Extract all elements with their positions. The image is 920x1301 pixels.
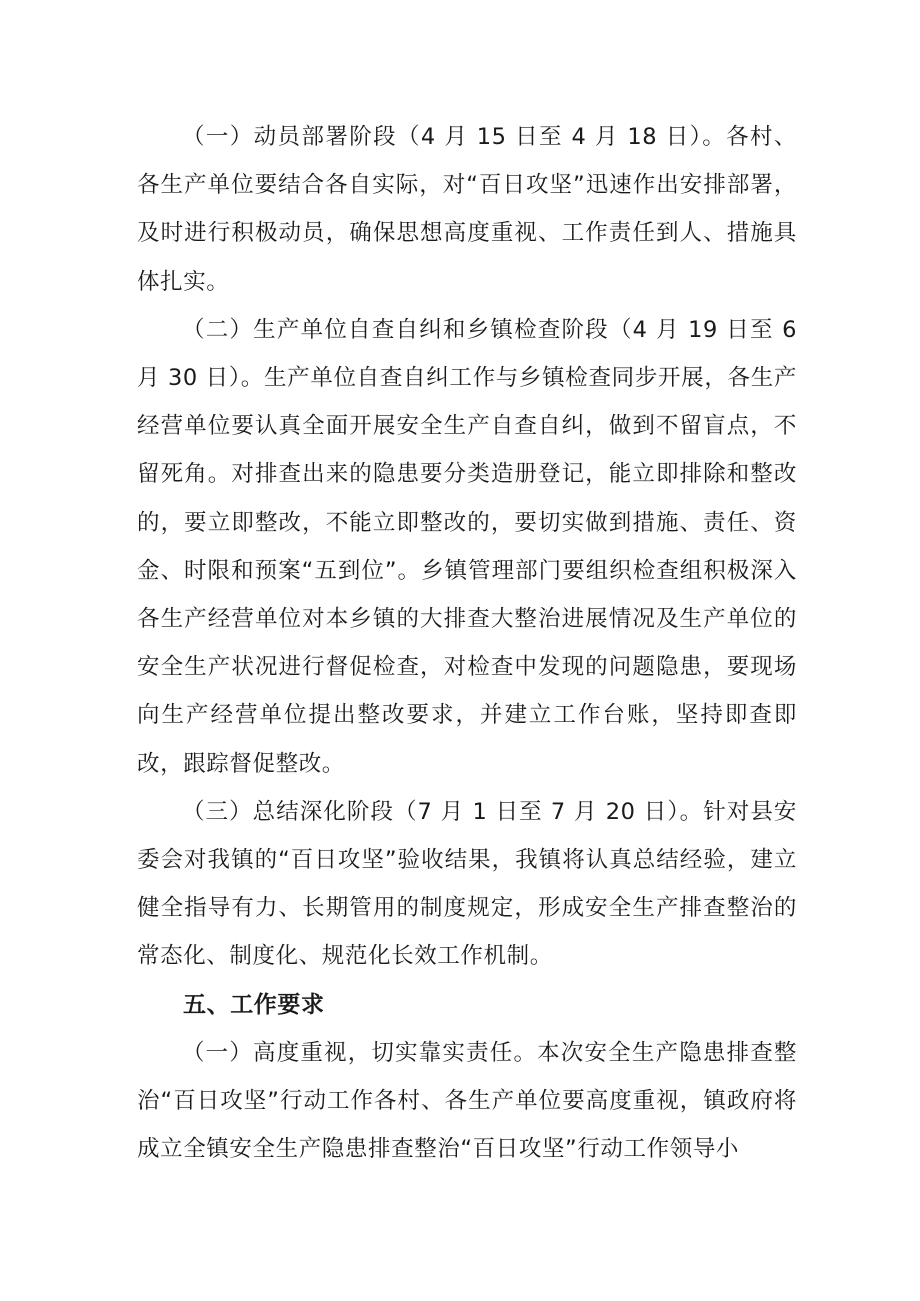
paragraph-stage-three: （三）总结深化阶段（7 月 1 日至 7 月 20 日）。针对县安委会对我镇的“百日攻坚”验收结果，我镇将认真总结经验，建立健全指导有力、长期管用的制度规定，形成安全生产排查整治的常态化、制度化、规范化长效工作机制。 bbox=[137, 798, 797, 970]
section-heading-work-requirements: 五、工作要求 bbox=[183, 991, 325, 1018]
paragraph-stage-one: （一）动员部署阶段（4 月 15 日至 4 月 18 日）。各村、各生产单位要结合各自实际，对“百日攻坚”迅速作出安排部署，及时进行积极动员，确保思想高度重视、工作责任到人、措施具体扎实。 bbox=[137, 124, 797, 295]
document-body bbox=[137, 113, 797, 1173]
paragraph-requirement-one: （一）高度重视，切实靠实责任。本次安全生产隐患排查整治“百日攻坚”行动工作各村、各生产单位要高度重视，镇政府将成立全镇安全生产隐患排查整治“百日攻坚”行动工作领导小 bbox=[137, 1039, 797, 1163]
paragraph-stage-two: （二）生产单位自查自纠和乡镇检查阶段（4 月 19 日至 6 月 30 日）。生产单位自查自纠工作与乡镇检查同步开展，各生产经营单位要认真全面开展安全生产自查自纠，做到不留盲点，不留死角。对排查出来的隐患要分类造册登记，能立即排除和整改的，要立即整改，不能立即整改的，要切实做到措施、责任、资金、时限和预案“五到位”。乡镇管理部门要组织检查组积极深入各生产经营单位对本乡镇的大排查大整治进展情况及生产单位的安全生产状况进行督促检查，对检查中发现的问题隐患，要现场向生产经营单位提出整改要求，并建立工作台账，坚持即查即改，跟踪督促整改。 bbox=[137, 316, 797, 777]
